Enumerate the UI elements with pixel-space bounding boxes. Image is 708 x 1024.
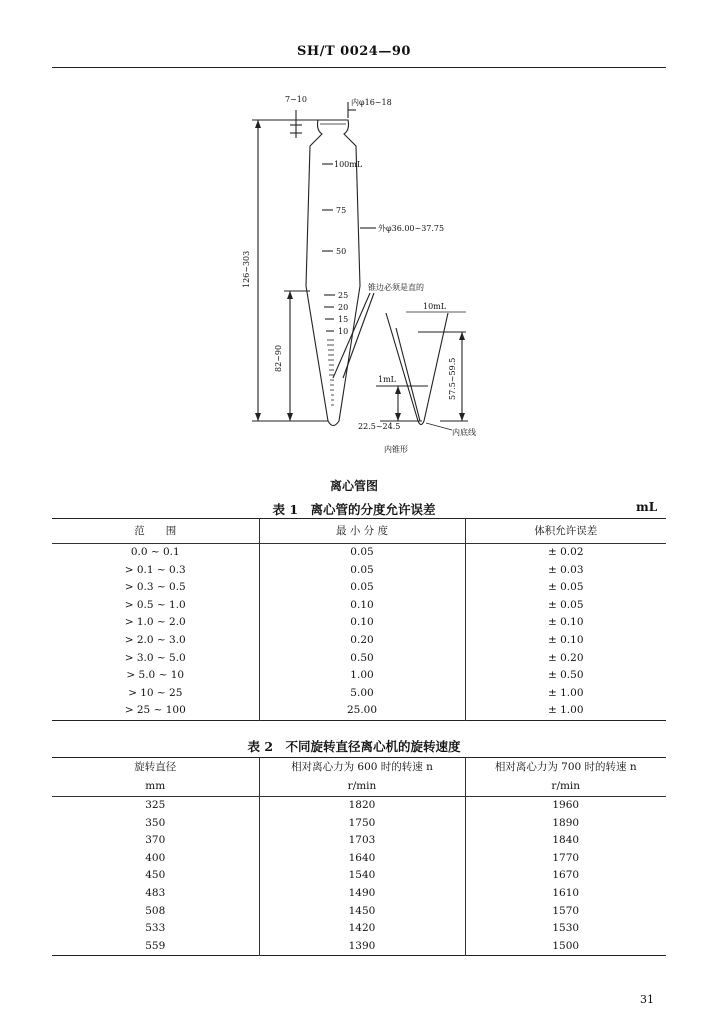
table-row bbox=[52, 832, 666, 850]
cell: ± 0.05 bbox=[465, 579, 666, 597]
dim-tip-height: 57.5~59.5 bbox=[448, 357, 457, 400]
cell: 0.0 ~ 0.1 bbox=[130, 546, 180, 558]
cell: 370 bbox=[145, 834, 166, 847]
cell: 483 bbox=[145, 886, 166, 899]
cell: 1890 bbox=[465, 815, 666, 833]
cell: 325 bbox=[145, 799, 166, 811]
cell: 1450 bbox=[259, 903, 465, 921]
mark-20: 20 bbox=[338, 303, 349, 312]
table2-rotation-speed bbox=[52, 757, 666, 956]
column-header: 相对离心力为 700 时的转速 n bbox=[465, 758, 666, 778]
cell: 1670 bbox=[465, 867, 666, 885]
cell: 1570 bbox=[465, 903, 666, 921]
dim-total-height: 126~303 bbox=[242, 250, 251, 288]
table-row bbox=[52, 597, 666, 615]
table-row bbox=[52, 614, 666, 632]
dim-cone-height: 82~90 bbox=[274, 344, 283, 372]
figure-caption: 离心管图 bbox=[329, 479, 378, 493]
table-row bbox=[52, 544, 666, 562]
table-row bbox=[52, 797, 666, 815]
header-rule bbox=[52, 67, 666, 68]
table-row bbox=[52, 850, 666, 868]
cell: 0.05 bbox=[259, 544, 465, 562]
table1-title: 表 1 离心管的分度允许误差 bbox=[272, 502, 436, 517]
tip-1ml: 1mL bbox=[378, 375, 396, 384]
table-header-row bbox=[52, 758, 666, 778]
cell: 450 bbox=[145, 869, 166, 882]
cell: > 10 ~ 25 bbox=[128, 686, 183, 699]
cell: > 25 ~ 100 bbox=[124, 704, 186, 717]
cell: 0.50 bbox=[259, 650, 465, 668]
tip-10ml: 10mL bbox=[423, 302, 447, 311]
cell: 1770 bbox=[465, 850, 666, 868]
centrifuge-tube-drawing bbox=[0, 88, 708, 468]
cell: 0.05 bbox=[259, 562, 465, 580]
cell: 0.05 bbox=[259, 579, 465, 597]
column-header: 旋转直径 bbox=[134, 761, 177, 773]
table-row bbox=[52, 685, 666, 703]
cell: 1530 bbox=[465, 920, 666, 938]
cell: 533 bbox=[145, 922, 166, 935]
cell: 1540 bbox=[259, 867, 465, 885]
table-row bbox=[52, 667, 666, 685]
mark-10: 10 bbox=[338, 327, 349, 336]
column-header: 体积允许误差 bbox=[465, 519, 666, 544]
cell: > 1.0 ~ 2.0 bbox=[124, 616, 186, 629]
cell: 1490 bbox=[259, 885, 465, 903]
cell: > 2.0 ~ 3.0 bbox=[124, 633, 186, 646]
cell: 1750 bbox=[259, 815, 465, 833]
cell: > 5.0 ~ 10 bbox=[126, 669, 185, 682]
cell: 1390 bbox=[259, 938, 465, 956]
dim-inner-dia: 内φ16~18 bbox=[351, 98, 392, 107]
table2-title: 表 2 不同旋转直径离心机的旋转速度 bbox=[247, 739, 461, 754]
cell: 0.10 bbox=[259, 614, 465, 632]
cell: 400 bbox=[145, 851, 166, 864]
column-header: 范 围 bbox=[52, 519, 259, 544]
column-header: 最 小 分 度 bbox=[259, 519, 465, 544]
tip-bottom-dim: 22.5~24.5 bbox=[358, 422, 401, 431]
cell: 1500 bbox=[465, 938, 666, 956]
cell: 1703 bbox=[259, 832, 465, 850]
table1-graduation-tolerance bbox=[52, 518, 666, 721]
cell: > 0.1 ~ 0.3 bbox=[124, 563, 186, 576]
cell: 25.00 bbox=[259, 702, 465, 720]
cell: ± 0.02 bbox=[465, 544, 666, 562]
table-row bbox=[52, 920, 666, 938]
cell: 1960 bbox=[465, 797, 666, 815]
table-row bbox=[52, 885, 666, 903]
cell: 1610 bbox=[465, 885, 666, 903]
table-row bbox=[52, 938, 666, 956]
mark-15: 15 bbox=[338, 315, 349, 324]
table-row bbox=[52, 903, 666, 921]
table-row bbox=[52, 562, 666, 580]
mark-25: 25 bbox=[338, 291, 349, 300]
cell: ± 1.00 bbox=[465, 685, 666, 703]
cell: 350 bbox=[145, 816, 166, 829]
mark-50: 50 bbox=[336, 247, 347, 256]
table-header-row bbox=[52, 519, 666, 544]
cell: ± 0.50 bbox=[465, 667, 666, 685]
cell: 0.20 bbox=[259, 632, 465, 650]
cell: 0.10 bbox=[259, 597, 465, 615]
table-row bbox=[52, 867, 666, 885]
page-number: 31 bbox=[640, 993, 654, 1006]
cell: 1640 bbox=[259, 850, 465, 868]
dim-outer-dia: 外φ36.00~37.75 bbox=[378, 224, 445, 233]
table-row bbox=[52, 702, 666, 720]
cell: ± 0.10 bbox=[465, 632, 666, 650]
cell: 508 bbox=[145, 904, 166, 917]
table1-unit: mL bbox=[636, 500, 658, 514]
unit-cell: r/min bbox=[465, 777, 666, 797]
unit-cell: r/min bbox=[259, 777, 465, 797]
table-row bbox=[52, 815, 666, 833]
cell: > 0.3 ~ 0.5 bbox=[124, 581, 186, 594]
table-row bbox=[52, 579, 666, 597]
cell: > 0.5 ~ 1.0 bbox=[124, 598, 186, 611]
cell: 559 bbox=[145, 939, 166, 952]
table-units-row bbox=[52, 777, 666, 797]
cell: > 3.0 ~ 5.0 bbox=[124, 651, 186, 664]
cell: ± 0.03 bbox=[465, 562, 666, 580]
table-row bbox=[52, 650, 666, 668]
cell: 5.00 bbox=[259, 685, 465, 703]
cell: ± 0.10 bbox=[465, 614, 666, 632]
cell: ± 0.20 bbox=[465, 650, 666, 668]
dim-lip: 7~10 bbox=[285, 95, 307, 104]
cell: 1820 bbox=[259, 797, 465, 815]
inner-bottom-line: 内底线 bbox=[452, 428, 476, 437]
centrifuge-tube-figure bbox=[0, 88, 708, 468]
page-header: SH/T 0024—90 bbox=[297, 44, 411, 59]
mark-75: 75 bbox=[336, 206, 347, 215]
column-header: 相对离心力为 600 时的转速 n bbox=[259, 758, 465, 778]
cell: 1420 bbox=[259, 920, 465, 938]
unit-cell: mm bbox=[52, 777, 259, 797]
cell: 1840 bbox=[465, 832, 666, 850]
table-row bbox=[52, 632, 666, 650]
cell: 1.00 bbox=[259, 667, 465, 685]
inner-cone-label: 内锥形 bbox=[384, 445, 408, 454]
taper-note: 锥边必须是直的 bbox=[368, 283, 424, 292]
mark-100ml: 100mL bbox=[334, 160, 363, 169]
cell: ± 0.05 bbox=[465, 597, 666, 615]
cell: ± 1.00 bbox=[465, 702, 666, 720]
